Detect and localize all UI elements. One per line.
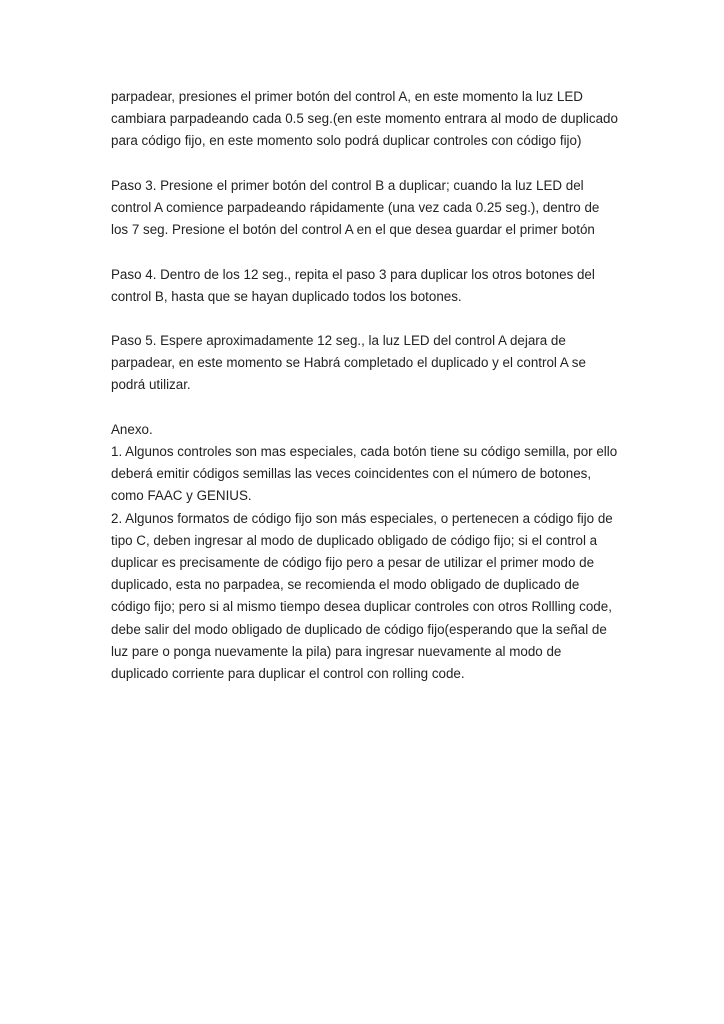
- document-page: [111, 86, 631, 685]
- text-line: control B, hasta que se hayan duplicado todos los botones.: [111, 288, 462, 304]
- paragraph-gap: [111, 153, 631, 175]
- text-line: para código fijo, en este momento solo podrá duplicar controles con código fijo): [111, 133, 582, 149]
- paragraph-step-5: [111, 330, 631, 397]
- text-line: 2. Algunos formatos de código fijo son más especiales, o pertenecen a código fijo de: [111, 510, 613, 526]
- text-line: Paso 3. Presione el primer botón del control B a duplicar; cuando la luz LED del: [111, 177, 584, 193]
- text-line: duplicar es precisamente de código fijo pero a pesar de utilizar el primer modo de: [111, 554, 595, 570]
- text-line: cambiara parpadeando cada 0.5 seg.(en este momento entrara al modo de duplicado: [111, 111, 618, 127]
- text-line: duplicado corriente para duplicar el control con rolling code.: [111, 665, 465, 681]
- text-line: los 7 seg. Presione el botón del control A en el que desea guardar el primer botón: [111, 222, 595, 238]
- text-line: código fijo; pero si al mismo tiempo desea duplicar controles con otros Rollling code,: [111, 599, 612, 615]
- text-line: parpadear, en este momento se Habrá completado el duplicado y el control A se: [111, 355, 586, 371]
- annex-heading: Anexo.: [111, 421, 153, 437]
- text-line: 1. Algunos controles son mas especiales, cada botón tiene su código semilla, por ello: [111, 444, 618, 459]
- text-line: duplicado, esta no parpadea, se recomienda el modo obligado de duplicado de: [111, 577, 580, 593]
- text-line: podrá utilizar.: [111, 377, 191, 393]
- text-line: parpadear, presiones el primer botón del control A, en este momento la luz LED: [111, 89, 583, 104]
- text-line: Paso 4. Dentro de los 12 seg., repita el paso 3 para duplicar los otros botones del: [111, 266, 595, 282]
- paragraph-gap: [111, 241, 631, 263]
- text-line: tipo C, deben ingresar al modo de duplicado obligado de código fijo; si el control a: [111, 532, 598, 548]
- text-line: Paso 5. Espere aproximadamente 12 seg., la luz LED del control A dejara de: [111, 333, 566, 349]
- text-line: debe salir del modo obligado de duplicado de código fijo(esperando que la señal de: [111, 621, 607, 637]
- paragraph-gap: [111, 397, 631, 419]
- paragraph-continuation: [111, 86, 631, 153]
- paragraph-gap: [111, 308, 631, 330]
- text-line: deberá emitir códigos semillas las veces coincidentes con el número de botones,: [111, 466, 592, 482]
- text-line: como FAAC y GENIUS.: [111, 488, 252, 504]
- paragraph-annex: [111, 419, 631, 685]
- paragraph-step-4: [111, 264, 631, 308]
- paragraph-step-3: [111, 175, 631, 242]
- text-line: luz pare o ponga nuevamente la pila) para ingresar nuevamente al modo de: [111, 643, 562, 659]
- text-line: control A comience parpadeando rápidamente (una vez cada 0.25 seg.), dentro de: [111, 199, 600, 215]
